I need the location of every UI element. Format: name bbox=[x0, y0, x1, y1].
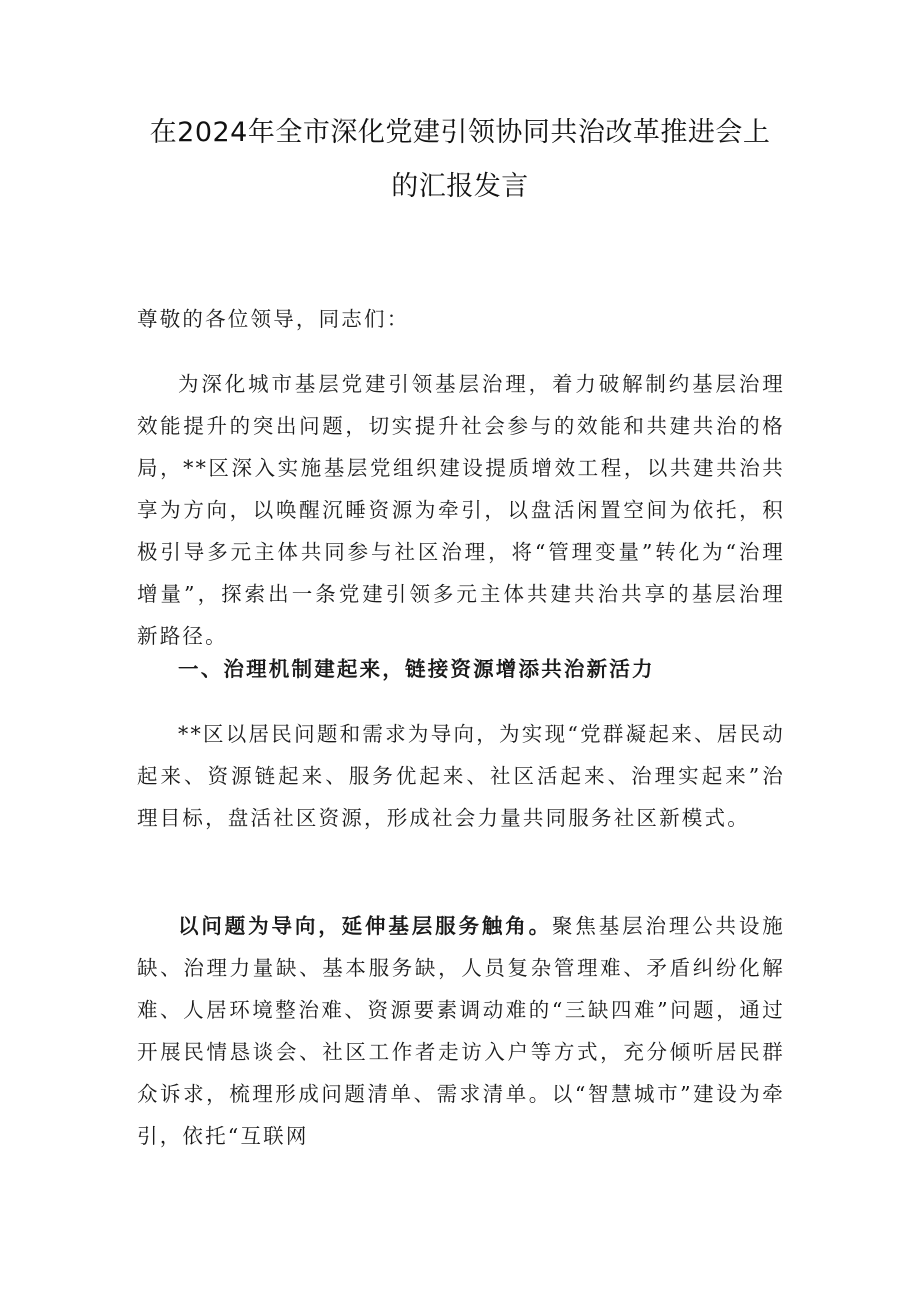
section-1-subsection-paragraph bbox=[137, 905, 785, 1157]
salutation-block bbox=[137, 298, 785, 340]
title-line-2: 的汇报发言 bbox=[391, 171, 529, 202]
section-heading-block bbox=[137, 648, 785, 690]
section-1-heading: 一、治理机制建起来，链接资源增添共治新活力 bbox=[178, 657, 655, 681]
intro-paragraph: 为深化城市基层党建引领基层治理，着力破解制约基层治理效能提升的突出问题，切实提升社会参与的效能和共建共治的格局，**区深入实施基层党组织建设提质增效工程，以共建共治共享为方向，以唤醒沉睡资源为牵引，以盘活闲置空间为依托，积极引导多元主体共同参与社区治理，将“管理变量”转化为“治理增量”，探索出一条党建引领多元主体共建共治共享的基层治理新路径。 bbox=[137, 372, 785, 648]
title-line-1: 在2024年全市深化党建引领协同共治改革推进会上 bbox=[149, 117, 771, 148]
section-1-subsection-block bbox=[137, 905, 785, 1157]
section-1-paragraph-block bbox=[137, 713, 785, 839]
subsection-text: 聚焦基层治理公共设施缺、治理力量缺、基本服务缺，人员复杂管理难、矛盾纠纷化解难、人居环境整治难、资源要素调动难的“三缺四难”问题，通过开展民情恳谈会、社区工作者走访入户等方式，充分倾听居民群众诉求，梳理形成问题清单、需求清单。以“智慧城市”建设为牵引，依托“互联网 bbox=[137, 914, 785, 1148]
section-1-paragraph: **区以居民问题和需求为导向，为实现“党群凝起来、居民动起来、资源链起来、服务优起来、社区活起来、治理实起来”治理目标，盘活社区资源，形成社会力量共同服务社区新模式。 bbox=[137, 722, 785, 830]
subsection-lead: 以问题为导向，延伸基层服务触角。 bbox=[178, 914, 552, 938]
document-title bbox=[120, 106, 800, 214]
salutation: 尊敬的各位领导，同志们： bbox=[137, 307, 410, 331]
intro-block bbox=[137, 363, 785, 657]
